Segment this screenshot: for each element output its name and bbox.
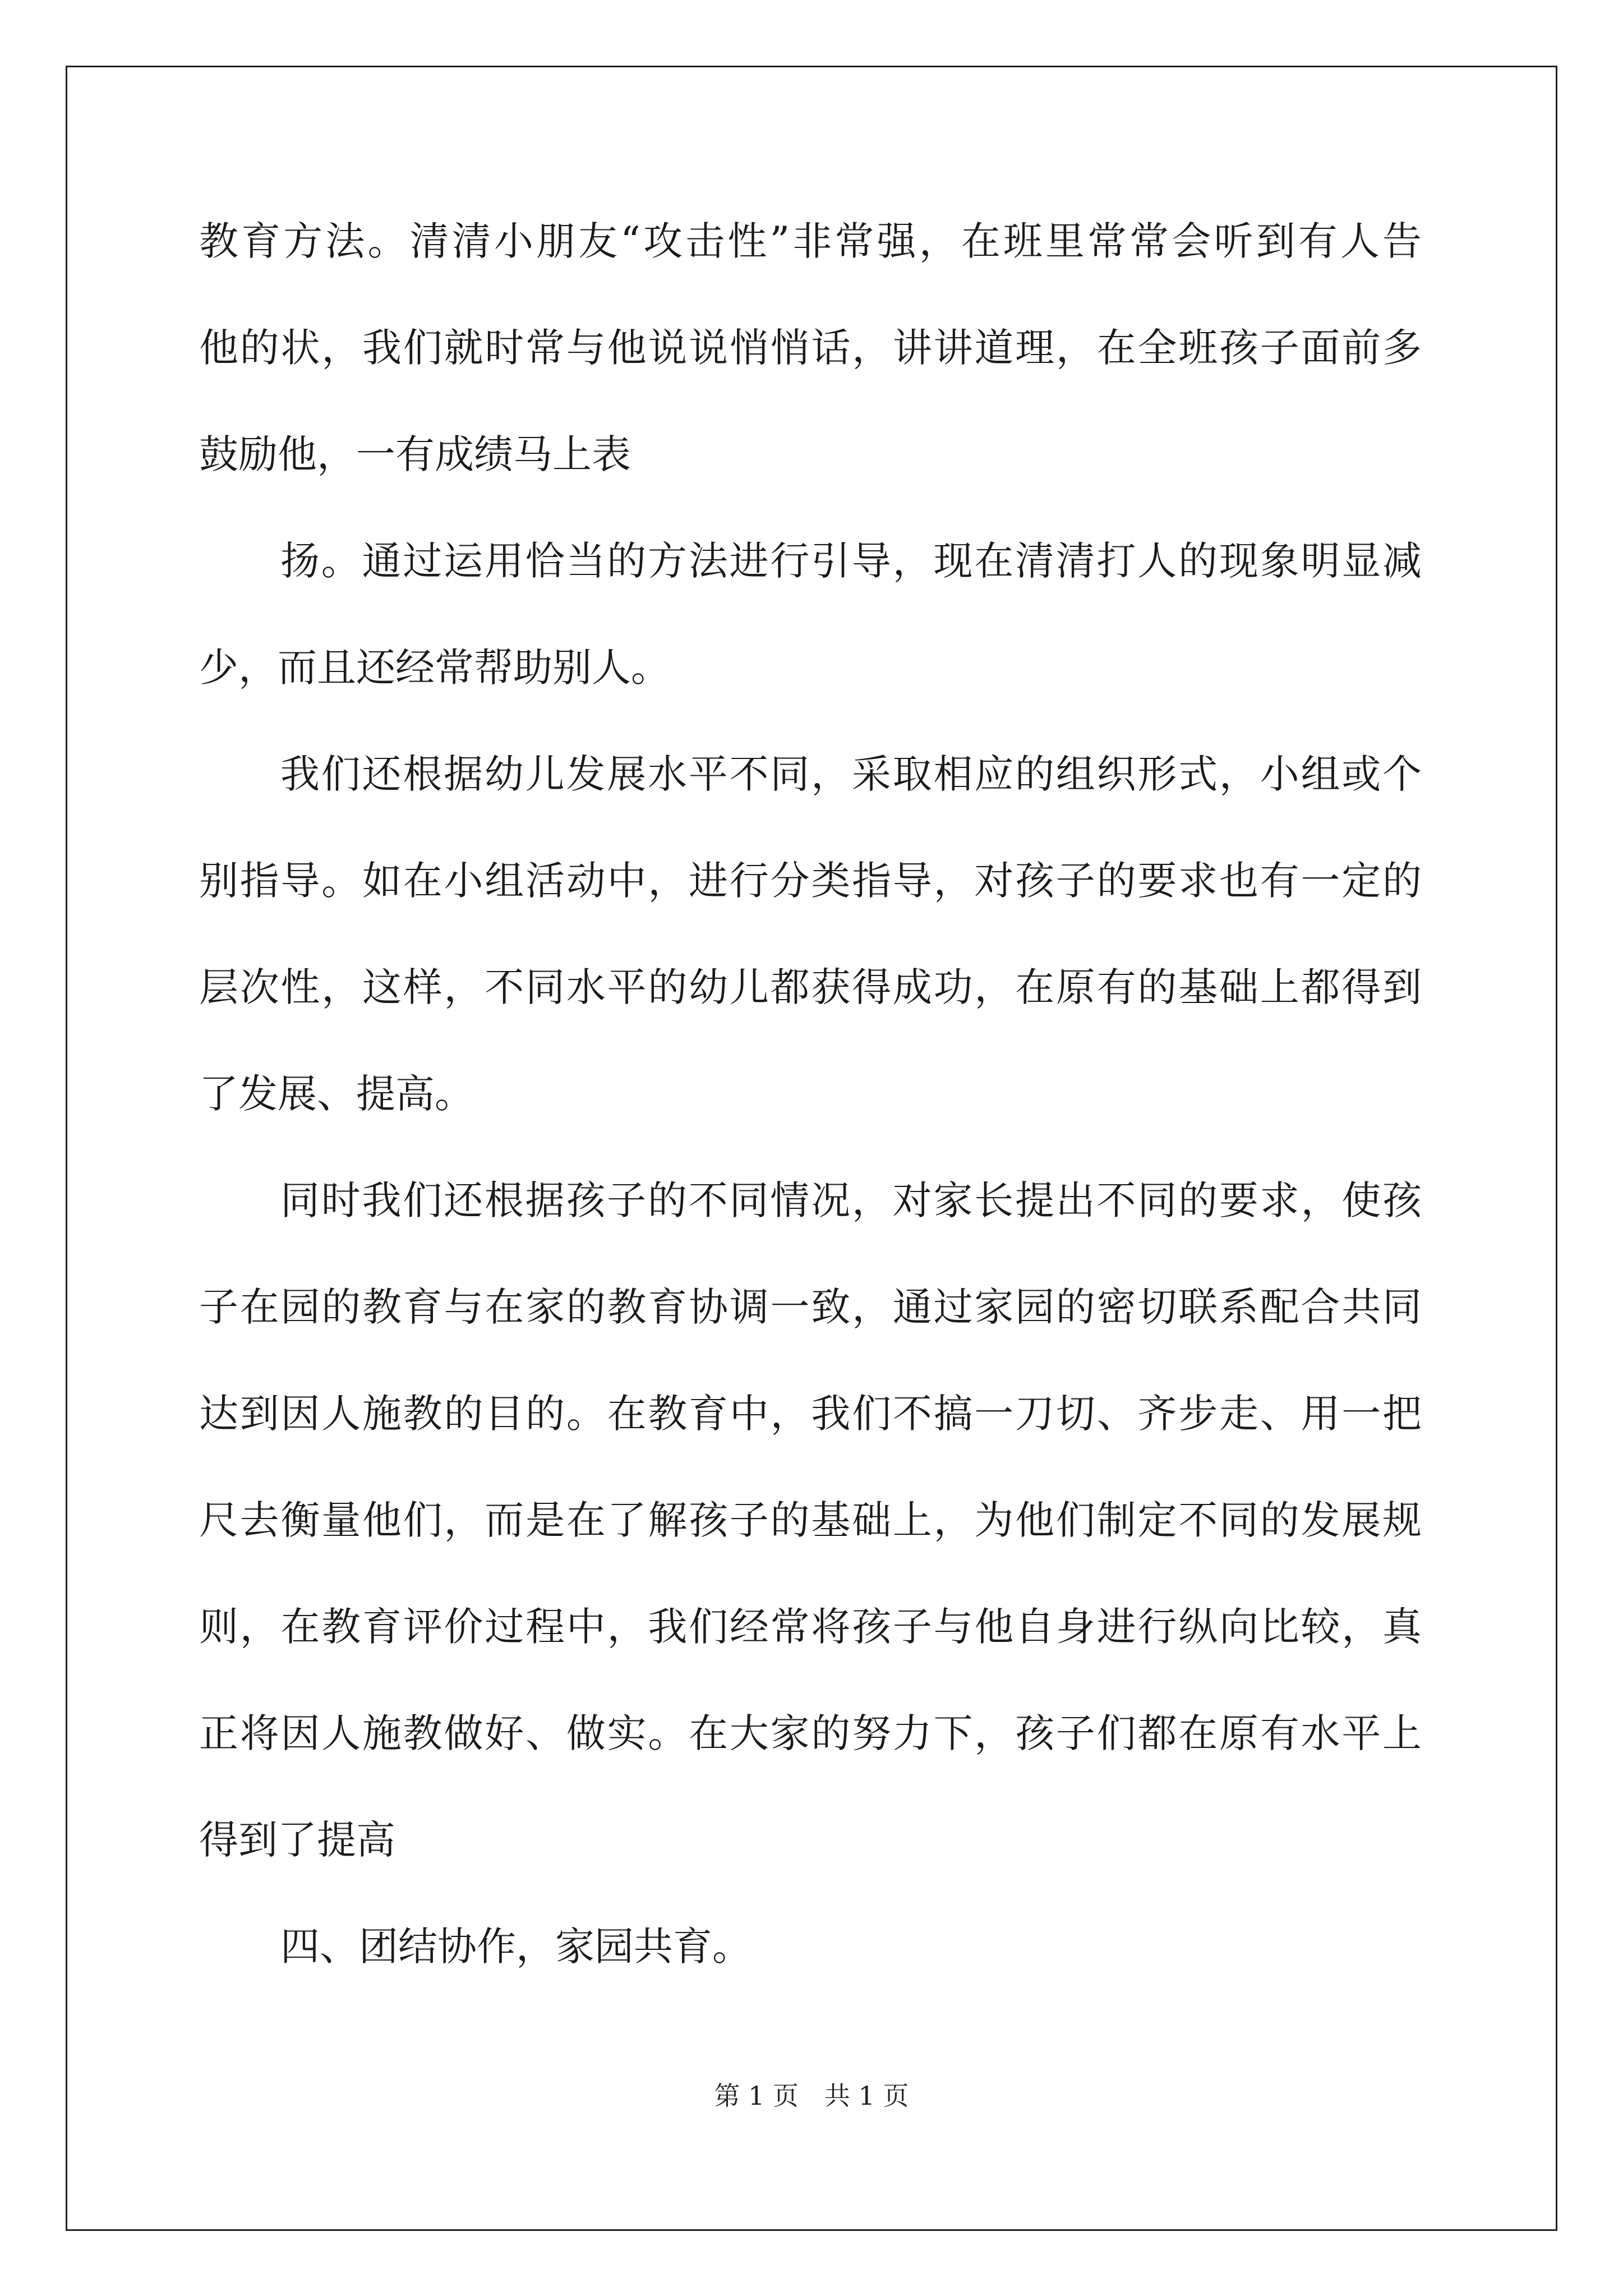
text-line: 我们还根据幼儿发展水平不同，采取相应的组织形式，小组或个	[280, 751, 1422, 797]
text-line: 少，而且还经常帮助别人。	[199, 645, 670, 691]
text-line: 教育方法。清清小朋友“攻击性”非常强，在班里常常会听到有人告	[199, 218, 1422, 264]
page-border	[66, 66, 1557, 2231]
text-line: 他的状，我们就时常与他说说悄悄话，讲讲道理，在全班孩子面前多	[199, 325, 1422, 371]
text-line: 层次性，这样，不同水平的幼儿都获得成功，在原有的基础上都得到	[199, 964, 1422, 1010]
text-line: 了发展、提高。	[199, 1071, 474, 1117]
section-heading: 四、团结协作，家园共育。	[280, 1924, 751, 1970]
text-line: 达到因人施教的目的。在教育中，我们不搞一刀切、齐步走、用一把	[199, 1391, 1422, 1437]
text-line: 别指导。如在小组活动中，进行分类指导，对孩子的要求也有一定的	[199, 858, 1422, 904]
text-line: 则，在教育评价过程中，我们经常将孩子与他自身进行纵向比较，真	[199, 1604, 1422, 1650]
text-line: 得到了提高	[199, 1817, 395, 1863]
text-line: 子在园的教育与在家的教育协调一致，通过家园的密切联系配合共同	[199, 1284, 1422, 1330]
text-line: 尺去衡量他们，而是在了解孩子的基础上，为他们制定不同的发展规	[199, 1497, 1422, 1543]
text-line: 扬。通过运用恰当的方法进行引导，现在清清打人的现象明显减	[280, 538, 1422, 584]
page-footer: 第 1 页 共 1 页	[714, 2081, 909, 2111]
text-line: 正将因人施教做好、做实。在大家的努力下，孩子们都在原有水平上	[199, 1710, 1422, 1756]
text-line: 鼓励他，一有成绩马上表	[199, 431, 631, 477]
text-line: 同时我们还根据孩子的不同情况，对家长提出不同的要求，使孩	[280, 1177, 1422, 1223]
